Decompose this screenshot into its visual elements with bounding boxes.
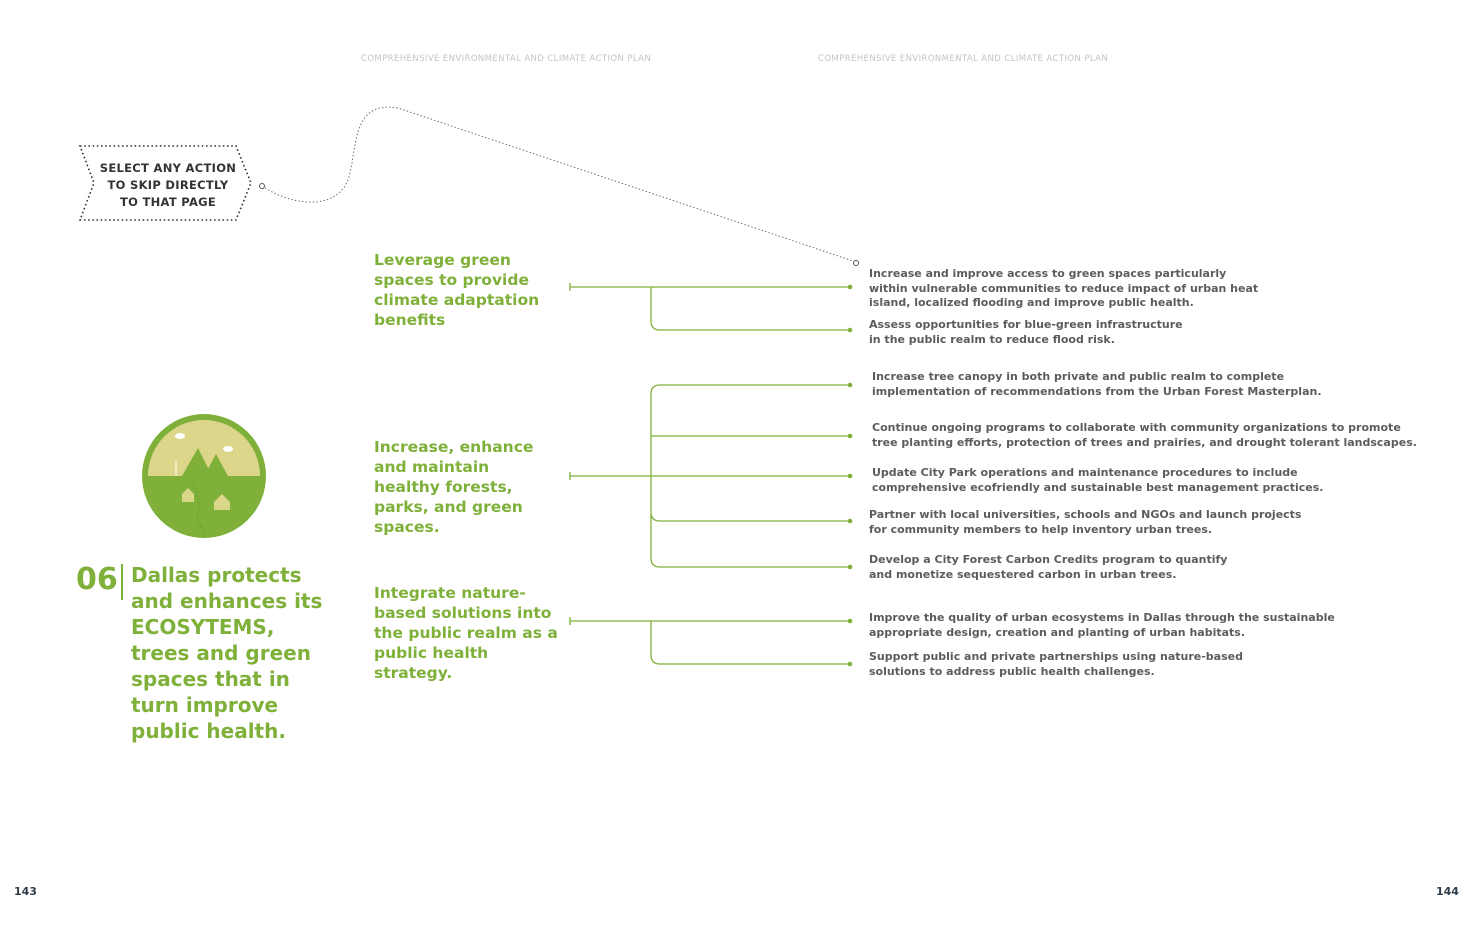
action-2-5[interactable]: Develop a City Forest Carbon Credits program to quantify and monetize sequestered carbon in urban trees.: [869, 553, 1228, 581]
branch-2: [570, 385, 850, 567]
action-1-2[interactable]: Assess opportunities for blue-green infrastructure in the public realm to reduce flood risk.: [869, 318, 1183, 346]
action-2-4[interactable]: Partner with local universities, schools and NGOs and launch projects for community members to help inventory urban trees.: [869, 508, 1302, 536]
running-header-right: COMPREHENSIVE ENVIRONMENTAL AND CLIMATE ACTION PLAN: [818, 54, 1109, 64]
guide-end-dot: [854, 261, 859, 266]
guide-start-dot: [260, 184, 265, 189]
page-number-left: 143: [14, 885, 37, 898]
action-3-1[interactable]: Improve the quality of urban ecosystems in Dallas through the sustainable appropriate design, creation and planting of urban habitats.: [869, 611, 1335, 639]
action-1-1[interactable]: Increase and improve access to green spaces particularly within vulnerable communities to reduce impact of urban heat island, localized flooding and improve public health.: [869, 267, 1259, 309]
strategy-2-title[interactable]: Increase, enhance and maintain healthy forests, parks, and green spaces.: [374, 438, 534, 536]
branch-3: [570, 621, 850, 664]
callout-text: SELECT ANY ACTION TO SKIP DIRECTLY TO THAT PAGE: [99, 161, 237, 209]
strategy-1-title[interactable]: Leverage green spaces to provide climate adaptation benefits: [374, 251, 540, 329]
strategy-3-title[interactable]: Integrate nature-based solutions into the public realm as a public health strategy.: [374, 584, 558, 682]
running-header-left: COMPREHENSIVE ENVIRONMENTAL AND CLIMATE ACTION PLAN: [361, 54, 652, 64]
branch-1: [570, 287, 850, 330]
guide-curve: [262, 107, 856, 262]
action-2-1[interactable]: Increase tree canopy in both private and public realm to complete implementation of recommendations from the Urban Forest Masterplan.: [872, 370, 1322, 398]
goal-divider: [121, 564, 123, 600]
page-number-right: 144: [1436, 885, 1459, 898]
action-2-2[interactable]: Continue ongoing programs to collaborate with community organizations to promote tree planting efforts, protection of trees and prairies, and drought tolerant landscapes.: [872, 421, 1417, 449]
goal-number: 06: [76, 562, 118, 597]
landscape-icon: [142, 414, 266, 538]
goal-title: Dallas protects and enhances its ECOSYTEMS, trees and green spaces that in turn improve public health.: [131, 563, 323, 743]
action-2-3[interactable]: Update City Park operations and maintenance procedures to include comprehensive ecofriendly and sustainable best management practices.: [872, 466, 1324, 494]
action-3-2[interactable]: Support public and private partnerships using nature-based solutions to address public health challenges.: [869, 650, 1243, 678]
